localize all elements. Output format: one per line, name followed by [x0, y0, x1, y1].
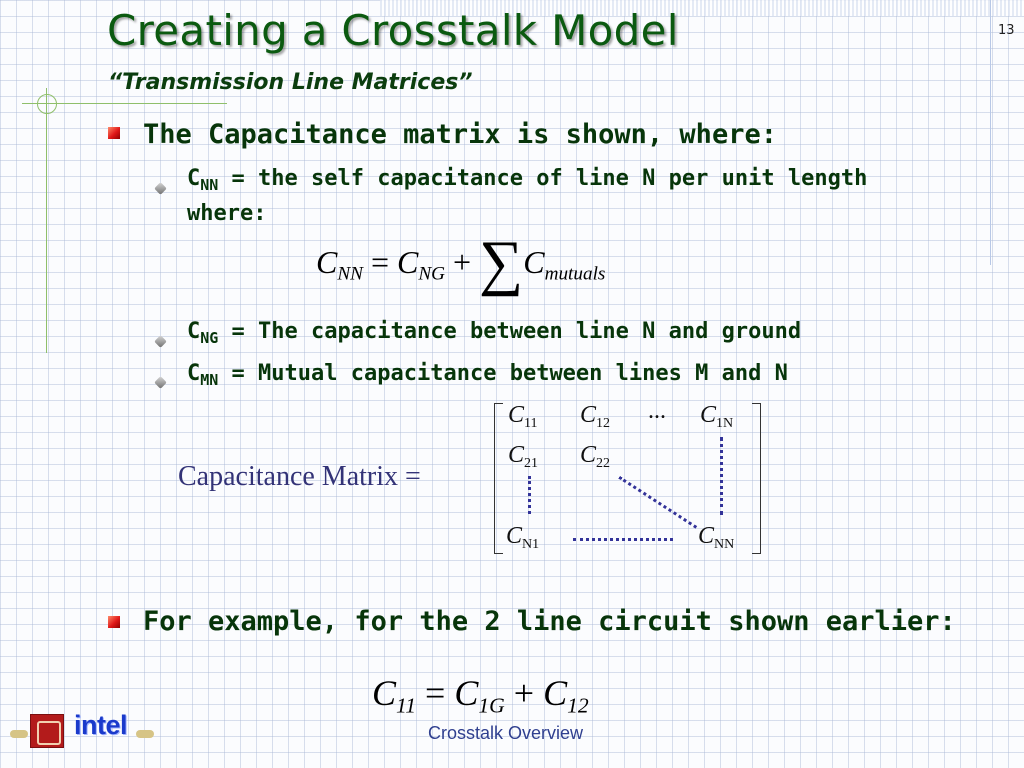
logo-left-bar	[10, 730, 28, 738]
matrix-vertical-dots-left	[528, 476, 531, 514]
matrix-entry-c1n: $C_{1N}$	[700, 402, 734, 431]
slide-title: Creating a Crosstalk Model	[107, 6, 679, 55]
right-guide-line	[990, 0, 991, 265]
bullet-capacitance-matrix: The Capacitance matrix is shown, where:	[143, 119, 777, 150]
intel-logo: intel	[74, 710, 128, 740]
bullet-cnn: $C_{NN}$ = the self capacitance of line N per unit length	[187, 166, 868, 194]
bullet-cnn-where: where:	[187, 201, 267, 226]
corner-circle-ornament	[37, 94, 57, 114]
left-guide-line	[46, 88, 47, 353]
gray-bullet-icon	[154, 376, 167, 389]
matrix-diagonal-dots	[618, 476, 697, 529]
matrix-entry-cnn: $C_{NN}$	[698, 523, 735, 552]
bullet-cmn: $C_{MN}$ = Mutual capacitance between lines M and N	[187, 361, 788, 389]
university-seal-logo	[30, 714, 64, 748]
bullet-example: For example, for the 2 line circuit shown earlier:	[143, 606, 956, 637]
matrix-entry-c22: $C_{22}$	[580, 442, 611, 471]
matrix-entry-cn1: $C_{N1}$	[506, 523, 540, 552]
slide-subtitle: “Transmission Line Matrices”	[108, 70, 473, 95]
red-bullet-icon	[108, 127, 120, 139]
equation-cnn: $C_{NN} = C_{NG} + \sum C_{mutuals}$	[316, 229, 606, 297]
capacitance-matrix-label: Capacitance Matrix =	[178, 461, 421, 492]
matrix-entry-c11: $C_{11}$	[508, 402, 538, 431]
gray-bullet-icon	[154, 335, 167, 348]
matrix-left-bracket	[494, 403, 503, 554]
matrix-horizontal-dots	[573, 538, 673, 541]
matrix-entry-c12: $C_{12}$	[580, 402, 611, 431]
matrix-entry-c21: $C_{21}$	[508, 442, 539, 471]
matrix-ellipsis: ...	[648, 398, 666, 424]
bullet-cng: $C_{NG}$ = The capacitance between line N and ground	[187, 319, 802, 347]
footer-text: Crosstalk Overview	[428, 723, 584, 743]
logo-right-bar	[136, 730, 154, 738]
matrix-right-bracket	[752, 403, 761, 554]
summation-symbol: ∑	[479, 229, 524, 297]
gray-bullet-icon	[154, 182, 167, 195]
equation-c11: $C_{11} = C_{1G} + C_{12}$	[372, 673, 589, 718]
matrix-vertical-dots-right	[720, 437, 723, 515]
red-bullet-icon	[108, 616, 120, 628]
slide-number: 13	[998, 23, 1015, 38]
